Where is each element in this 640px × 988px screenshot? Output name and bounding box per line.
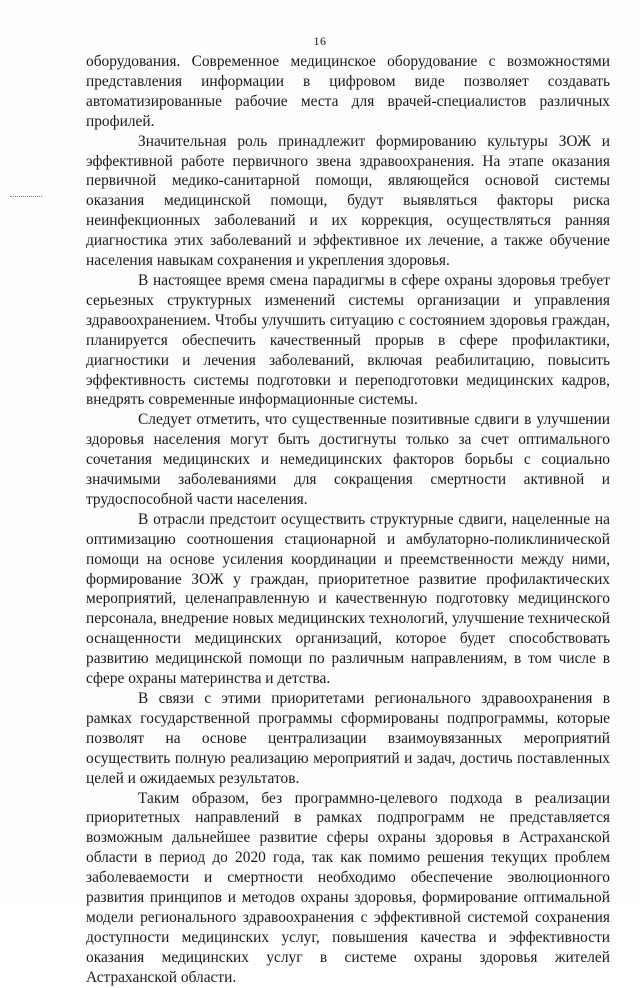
- paragraph-continuation: оборудования. Современное медицинское оборудование с возможностями представления информации в цифровом виде позволяет создавать автоматизированные рабочие места для врачей-специалистов различных профилей.: [86, 53, 610, 130]
- paragraph-subprograms: В связи с этими приоритетами регионального здравоохранения в рамках государственной программы сформированы подпрограммы, которые позволят на основе централизации взаимоувязанных мероприятий осуществить полную реализацию мероприятий и задач, достичь поставленных целей и ожидаемых результатов.: [86, 690, 610, 787]
- paragraph-zozh-primary-care: Значительная роль принадлежит формированию культуры ЗОЖ и эффективной работе первичного звена здравоохранения. На этапе оказания первичной медико-санитарной помощи, являющейся основой системы оказания медицинской помощи, будут выявляться факторы риска неинфекционных заболеваний и их коррекция, осуществляться ранняя диагностика этих заболеваний и эффективное их лечение, а также обучение населения навыкам сохранения и укрепления здоровья.: [86, 132, 610, 270]
- paragraph-positive-shifts: Следует отметить, что существенные позитивные сдвиги в улучшении здоровья населения могут быть достигнуты только за счет оптимального сочетания медицинских и немедицинских факторов борьбы с социально значимыми заболеваниями для сокращения смертности активной и трудоспособной части населения.: [86, 411, 610, 508]
- paragraph-structural-shifts: В отрасли предстоит осуществить структурные сдвиги, нацеленные на оптимизацию соотношения стационарной и амбулаторно-поликлинической помощи на основе усиления координации и преемственности между ними, формирование ЗОЖ у граждан, приоритетное развитие профилактических мероприятий, целенаправленную и качественную подготовку медицинского персонала, внедрение новых медицинских технологий, улучшение технической оснащенности медицинских организаций, которое будет способствовать развитию медицинской помощи по различным направлениям, в том числе в сфере охраны материнства и детства.: [86, 510, 610, 688]
- paragraph-paradigm-shift: В настоящее время смена парадигмы в сфере охраны здоровья требует серьезных структурных изменений системы организации и управления здравоохранением. Чтобы улучшить ситуацию с состоянием здоровья граждан, планируется обеспечить качественный прорыв в сфере профилактики, диагностики и лечения заболеваний, включая реабилитацию, повысить эффективность системы подготовки и переподготовки медицинских кадров, внедрять современные информационные системы.: [86, 271, 610, 409]
- page-number: 16: [313, 34, 327, 48]
- document-body: [86, 52, 610, 988]
- paragraph-conclusion: Таким образом, без программно-целевого подхода в реализации приоритетных направлений в рамках подпрограмм не представляется возможным дальнейшее развитие сферы охраны здоровья в Астраханской области в период до 2020 года, так как помимо решения текущих проблем заболеваемости и смертности необходимо обеспечение эволюционного развития принципов и методов охраны здоровья, формирование оптимальной модели регионального здравоохранения с эффективной системой сохранения доступности медицинских услуг, повышения качества и эффективности оказания медицинских услуг в системе охраны здоровья жителей Астраханской области.: [86, 789, 610, 986]
- margin-scan-mark: [10, 196, 42, 197]
